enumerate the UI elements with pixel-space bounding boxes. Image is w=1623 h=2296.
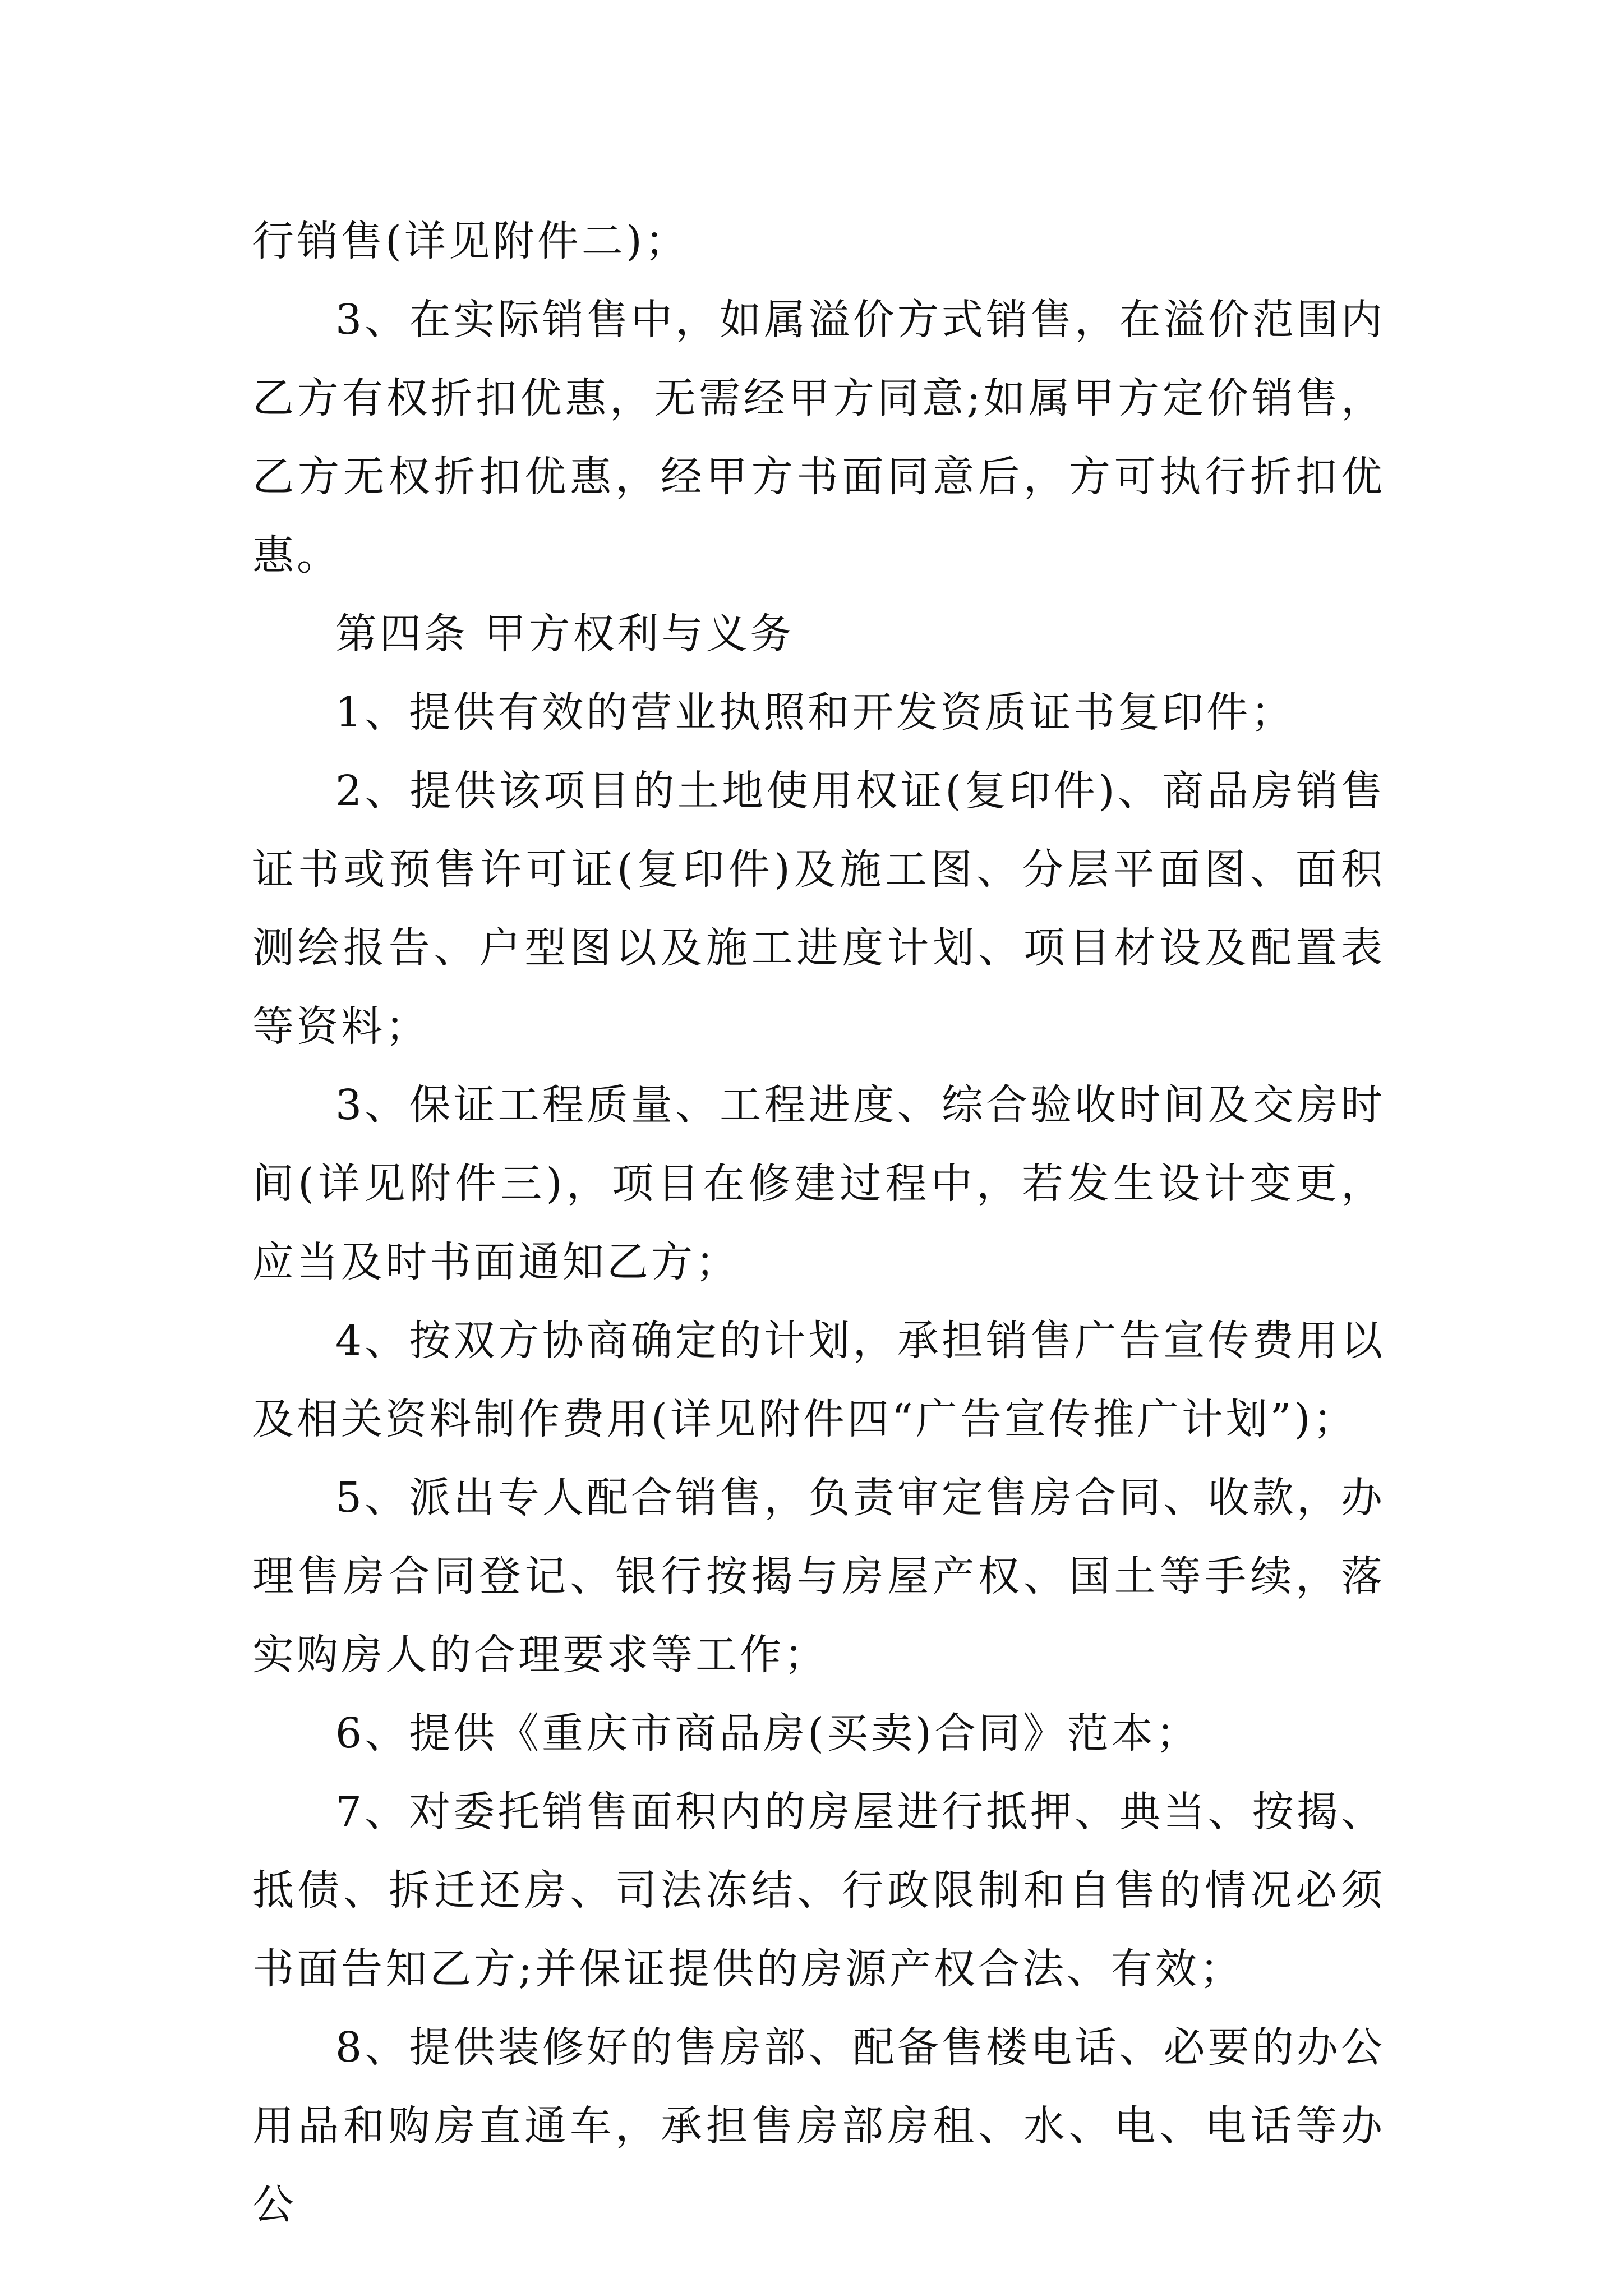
paragraph-continuation: 行销售(详见附件二)； xyxy=(252,217,689,265)
paragraph-item-1-license: 1、提供有效的营业执照和开发资质证书复印件； xyxy=(335,688,1295,737)
paragraph-item-6-contract: 6、提供《重庆市商品房(买卖)合同》范本； xyxy=(335,1709,1200,1757)
paragraph-item-7-mortgage: 7、对委托销售面积内的房屋进行抵押、典当、按揭、抵债、拆迁还房、司法冻结、行政限制和自售的情况必须书面告知乙方;并保证提供的房源产权合法、有效； xyxy=(252,1788,1385,1993)
paragraph-item-5-staff: 5、派出专人配合销售，负责审定售房合同、收款，办理售房合同登记、银行按揭与房屋产权、国土等手续，落实购房人的合理要求等工作； xyxy=(252,1474,1385,1679)
paragraph-item-4-advertising: 4、按双方协商确定的计划，承担销售广告宣传费用以及相关资料制作费用(详见附件四“广告宣传推广计划”)； xyxy=(252,1317,1385,1443)
paragraph-item-3-quality: 3、保证工程质量、工程进度、综合验收时间及交房时间(详见附件三)，项目在修建过程中，若发生设计变更，应当及时书面通知乙方； xyxy=(252,1081,1385,1286)
paragraph-item-2-documents: 2、提供该项目的土地使用权证(复印件)、商品房销售证书或预售许可证(复印件)及施工图、分层平面图、面积测绘报告、户型图以及施工进度计划、项目材设及配置表等资料； xyxy=(252,767,1385,1051)
document-body xyxy=(252,202,1385,2244)
paragraph-item-3-discount: 3、在实际销售中，如属溢价方式销售，在溢价范围内乙方有权折扣优惠，无需经甲方同意;如属甲方定价销售，乙方无权折扣优惠，经甲方书面同意后，方可执行折扣优惠。 xyxy=(252,296,1385,579)
section-heading-article-4: 第四条 甲方权利与义务 xyxy=(335,610,795,658)
paragraph-item-8-sales-office: 8、提供装修好的售房部、配备售楼电话、必要的办公用品和购房直通车，承担售房部房租、水、电、电话等办公 xyxy=(252,2023,1385,2229)
